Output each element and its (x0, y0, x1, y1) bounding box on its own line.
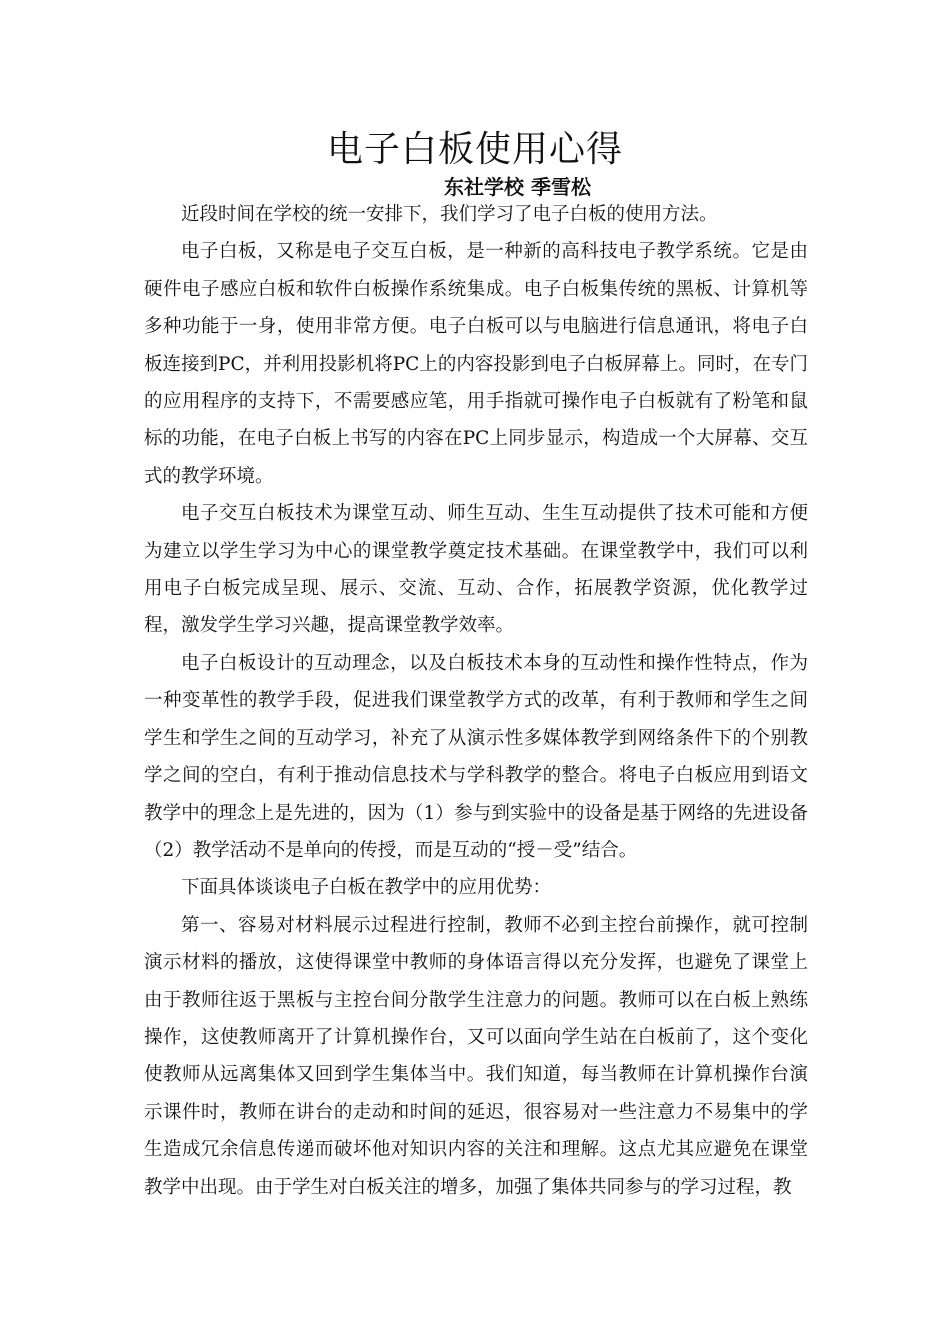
paragraph-definition: 电子白板，又称是电子交互白板，是一种新的高科技电子教学系统。它是由硬件电子感应白板和软件白板操作系统集成。电子白板集传统的黑板、计算机等多种功能于一身，使用非常方便。电子白板可以与电脑进行信息通讯，将电子白板连接到PC，并利用投影机将PC上的内容投影到电子白板屏幕上。同时，在专门的应用程序的支持下，不需要感应笔，用手指就可操作电子白板就有了粉笔和鼠标的功能，在电子白板上书写的内容在PC上同步显示，构造成一个大屏幕、交互式的教学环境。 (144, 241, 808, 487)
paragraph-interaction: 电子交互白板技术为课堂互动、师生互动、生生互动提供了技术可能和方便为建立以学生学习为中心的课堂教学奠定技术基础。在课堂教学中，我们可以利用电子白板完成呈现、展示、交流、互动、合作，拓展教学资源，优化教学过程，激发学生学习兴趣，提高课堂教学效率。 (144, 503, 808, 637)
paragraph-first-advantage: 第一、容易对材料展示过程进行控制，教师不必到主控台前操作，就可控制演示材料的播放，这使得课堂中教师的身体语言得以充分发挥，也避免了课堂上由于教师往返于黑板与主控台间分散学生注意力的问题。教师可以在白板上熟练操作，这使教师离开了计算机操作台，又可以面向学生站在白板前了，这个变化使教师从远离集体又回到学生集体当中。我们知道，每当教师在计算机操作台演示课件时，教师在讲台的走动和时间的延迟，很容易对一些注意力不易集中的学生造成冗余信息传递而破坏他对知识内容的关注和理解。这点尤其应避免在课堂教学中出现。由于学生对白板关注的增多，加强了集体共同参与的学习过程，教 (144, 914, 808, 1198)
document-author: 东社学校 季雪松 (444, 175, 591, 199)
document-title: 电子白板使用心得 (326, 129, 623, 170)
paragraph-concept: 电子白板设计的互动理念，以及白板技术本身的互动性和操作性特点，作为一种变革性的教学手段，促进我们课堂教学方式的改革，有利于教师和学生之间学生和学生之间的互动学习，补充了从演示性多媒体教学到网络条件下的个别教学之间的空白，有利于推动信息技术与学科教学的整合。将电子白板应用到语文教学中的理念上是先进的，因为（1）参与到实验中的设备是基于网络的先进设备（2）教学活动不是单向的传授，而是互动的“授－受”结合。 (144, 652, 808, 861)
document-body (144, 196, 808, 1206)
paragraph-intro: 近段时间在学校的统一安排下，我们学习了电子白板的使用方法。 (181, 204, 718, 225)
paragraph-advantages-heading: 下面具体谈谈电子白板在教学中的应用优势： (181, 877, 552, 899)
